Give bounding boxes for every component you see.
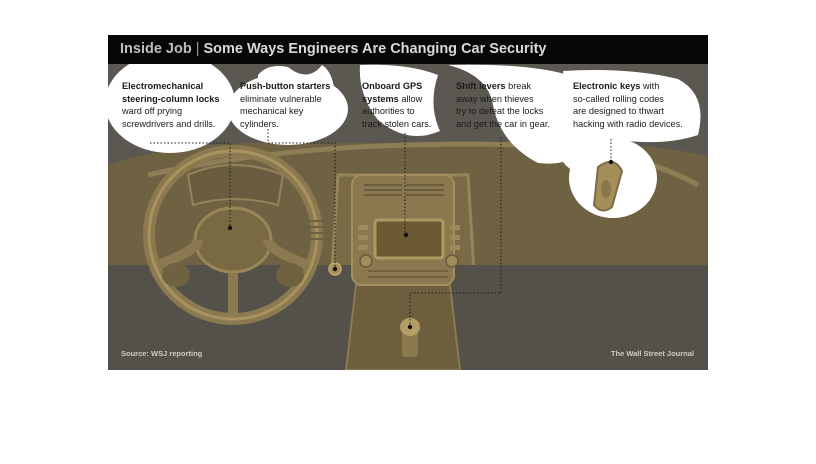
instrument-cluster xyxy=(188,165,283,205)
title-main: Inside Job xyxy=(120,41,192,57)
title-bar xyxy=(108,35,708,64)
callout-electronic-keys: Electronic keys with so-called rolling codes are designed to thwart hacking with radio devices. xyxy=(573,81,683,129)
callout-steering-lock: Electromechanical steering-column locks ward off prying screwdrivers and drills. xyxy=(122,81,220,129)
callout-push-button: Push-button starters eliminate vulnerable mechanical key cylinders. xyxy=(240,81,331,129)
infographic xyxy=(108,35,708,370)
title-separator: | xyxy=(195,41,200,57)
graphic-title xyxy=(120,41,547,57)
publisher-credit: The Wall Street Journal xyxy=(610,349,694,358)
callout-gps: Onboard GPS systems allow authorities to track stolen cars. xyxy=(362,81,432,129)
source-note: Source: WSJ reporting xyxy=(121,349,203,358)
callout-shift-lever: Shift levers break away when thieves try to defeat the locks and get the car in gear. xyxy=(456,81,550,129)
gps-screen xyxy=(375,220,443,258)
title-subtitle: Some Ways Engineers Are Changing Car Security xyxy=(203,41,547,57)
